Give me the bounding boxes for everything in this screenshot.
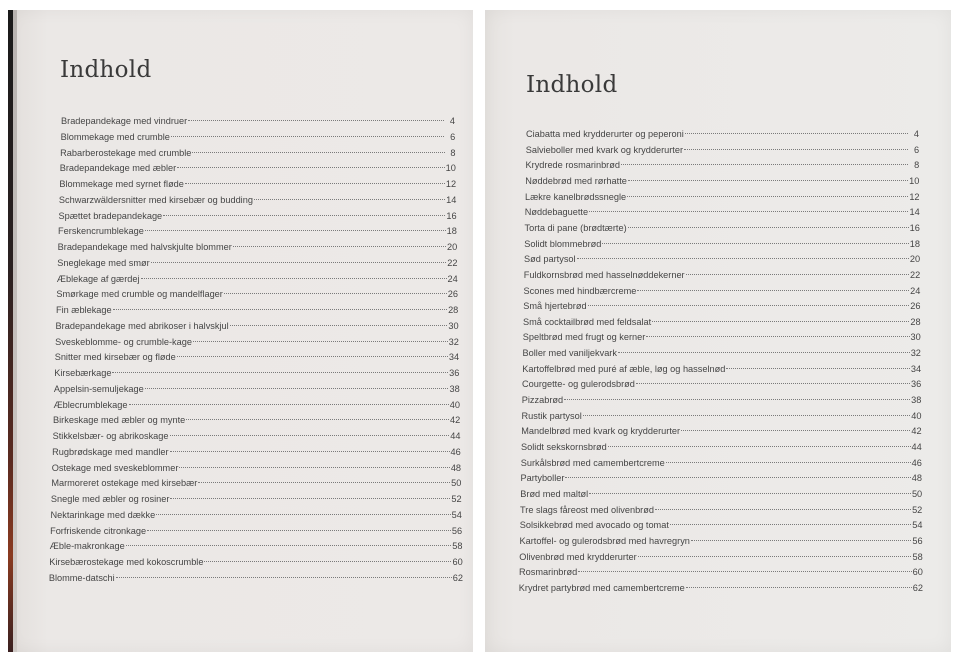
toc-entry-page-number: 48	[450, 462, 462, 473]
toc-entry-page-number: 16	[446, 210, 457, 221]
toc-entry-page-number: 18	[446, 226, 457, 237]
dot-leader	[564, 399, 910, 400]
toc-entry	[521, 424, 921, 438]
page-gutter	[13, 10, 17, 652]
dot-leader	[171, 136, 444, 137]
toc-entry	[524, 268, 920, 282]
toc-entry	[523, 330, 921, 344]
toc-entry	[56, 303, 458, 317]
toc-entry	[522, 362, 921, 376]
toc-entry-title: Forfriskende citronkage	[50, 525, 147, 536]
dot-leader	[666, 462, 911, 463]
toc-entry-page-number: 44	[450, 431, 461, 441]
toc-entry-title: Fuldkornsbrød med hasselnøddekerner	[523, 269, 685, 280]
dot-leader	[577, 258, 909, 259]
toc-entry-title: Pizzabrød	[521, 395, 564, 406]
dot-leader	[589, 493, 911, 494]
dot-leader	[129, 404, 449, 405]
toc-entry-page-number: 60	[912, 567, 923, 578]
toc-entry-page-number: 8	[914, 160, 920, 171]
dot-leader	[145, 388, 449, 389]
toc-entry-page-number: 12	[909, 191, 920, 202]
toc-entry-page-number: 22	[447, 257, 458, 268]
toc-entry-page-number: 40	[911, 410, 922, 421]
toc-entry-title: Solidt blommebrød	[524, 238, 602, 249]
toc-entry-page-number: 24	[447, 273, 458, 284]
dot-leader	[193, 341, 448, 342]
dot-leader	[628, 227, 909, 228]
dot-leader	[126, 545, 451, 546]
dot-leader	[655, 509, 911, 510]
toc-entry	[521, 440, 922, 454]
toc-entry-title: Bradepandekage med abrikoser i halvskjul	[55, 320, 229, 331]
toc-entry-page-number: 44	[911, 442, 922, 452]
dot-leader	[170, 435, 450, 436]
dot-leader	[141, 278, 447, 279]
dot-leader	[204, 561, 451, 562]
toc-entry-title: Tre slags fåreost med olivenbrød	[520, 504, 654, 515]
toc-entry-page-number: 38	[449, 383, 460, 394]
toc-entry-title: Kartoffel- og gulerodsbrød med havregryn	[519, 535, 690, 546]
dot-leader	[588, 305, 910, 306]
toc-entry-title: Stikkelsbær- og abrikoskage	[52, 431, 169, 441]
toc-entry-title: Spættet bradepandekage	[58, 210, 163, 221]
dot-leader	[628, 180, 908, 181]
dot-leader	[185, 183, 445, 184]
toc-entry-title: Ostekage med sveskeblommer	[51, 462, 179, 473]
toc-entry	[56, 287, 458, 301]
dot-leader	[565, 477, 910, 478]
toc-entry	[58, 209, 456, 223]
toc-entry-title: Appelsin-semuljekage	[53, 383, 144, 394]
dot-leader	[230, 325, 448, 326]
dot-leader	[145, 230, 446, 231]
toc-entry-title: Sød partysol	[524, 254, 576, 265]
toc-entry	[51, 508, 462, 522]
dot-leader	[147, 530, 451, 531]
dot-leader	[170, 451, 450, 452]
toc-entry-title: Scones med hindbærcreme	[523, 285, 637, 296]
dot-leader	[156, 514, 450, 515]
toc-entry-title: Brød med maltøl	[520, 488, 589, 499]
toc-entry-title: Salvieboller med kvark og krydderurter	[525, 144, 684, 155]
toc-entry	[523, 315, 921, 329]
toc-entry-page-number: 54	[451, 509, 462, 520]
toc-entry-page-number: 12	[445, 179, 457, 189]
toc-entry	[523, 346, 921, 360]
toc-entry-title: Æblecrumblekage	[53, 399, 128, 410]
toc-entry	[520, 534, 923, 548]
toc-entry-page-number: 58	[452, 541, 463, 552]
dot-leader	[179, 467, 449, 468]
toc-entry-page-number: 4	[449, 116, 455, 126]
toc-entry	[53, 398, 460, 412]
toc-entry	[61, 114, 455, 128]
dot-leader	[726, 368, 909, 369]
toc-entry	[524, 252, 920, 266]
toc-entry-title: Snegle med æbler og rosiner	[50, 494, 170, 504]
toc-entry-page-number: 32	[910, 348, 921, 359]
toc-entry	[51, 476, 461, 490]
dot-leader	[224, 293, 447, 294]
dot-leader	[646, 336, 909, 337]
dot-leader	[691, 540, 911, 541]
toc-entry-title: Olivenbrød med krydderurter	[519, 551, 637, 562]
toc-entry-page-number: 36	[449, 368, 460, 378]
dot-leader	[686, 274, 909, 275]
dot-leader	[621, 164, 908, 165]
dot-leader	[112, 372, 448, 373]
toc-entry-title: Sveskeblomme- og crumble-kage	[55, 336, 192, 347]
toc-entry-title: Marmoreret ostekage med kirsebær	[51, 478, 198, 489]
toc-entry	[49, 555, 462, 569]
toc-entry-page-number: 56	[912, 535, 923, 546]
toc-entry-page-number: 56	[451, 525, 463, 536]
toc-entry-title: Rosmarinbrød	[519, 567, 578, 578]
toc-entry	[60, 146, 455, 160]
toc-entry-title: Krydret partybrød med camembertcreme	[518, 582, 685, 593]
toc-entry-title: Surkålsbrød med camembertcreme	[520, 457, 665, 468]
toc-entry-title: Krydrede rosmarinbrød	[525, 160, 620, 171]
toc-entry-page-number: 62	[452, 572, 463, 583]
toc-entry-title: Courgette- og gulerodsbrød	[522, 379, 635, 390]
dot-leader	[627, 196, 908, 197]
toc-entry	[55, 350, 459, 364]
toc-entry-title: Bradepandekage med halvskjulte blommer	[57, 242, 232, 252]
toc-entry-title: Mandelbrød med kvark og krydderurter	[521, 426, 681, 437]
toc-entry-title: Ferskencrumblekage	[58, 226, 144, 237]
dot-leader	[637, 290, 909, 291]
toc-entry	[523, 299, 920, 313]
toc-entry-title: Nøddebrød med rørhatte	[525, 175, 627, 186]
toc-entry-title: Små hjertebrød	[523, 301, 587, 312]
dot-leader	[186, 419, 449, 420]
toc-entry	[522, 409, 922, 423]
toc-entry-page-number: 38	[911, 395, 922, 406]
toc-entry-title: Kirsebærkage	[54, 368, 112, 378]
dot-leader	[636, 383, 910, 384]
dot-leader	[685, 133, 908, 134]
toc-entry-page-number: 18	[909, 238, 920, 249]
dot-leader	[602, 243, 908, 244]
toc-entry-page-number: 52	[451, 494, 462, 504]
toc-entry-page-number: 10	[909, 175, 920, 186]
toc-entry-page-number: 50	[451, 478, 462, 489]
toc-entry-title: Solidt sekskornsbrød	[521, 442, 607, 452]
toc-entry-page-number: 32	[448, 336, 459, 347]
toc-entry-title: Rugbrødskage med mandler	[52, 446, 169, 457]
toc-entry-page-number: 34	[910, 363, 922, 374]
toc-entry-page-number: 22	[910, 269, 921, 280]
toc-entry	[61, 130, 456, 144]
toc-entry-page-number: 28	[448, 305, 459, 315]
dot-leader	[589, 211, 908, 212]
dot-leader	[578, 571, 911, 572]
toc-entry	[519, 550, 922, 564]
toc-entry-title: Partyboller	[520, 473, 565, 484]
toc-entry-title: Torta di pane (brødtærte)	[524, 222, 627, 233]
toc-entry	[521, 471, 923, 485]
toc-entry-title: Boller med vaniljekvark	[522, 348, 617, 359]
toc-entry-page-number: 26	[910, 301, 921, 312]
toc-entry	[53, 429, 461, 443]
toc-entry-title: Lækre kanelbrødssnegle	[525, 191, 627, 202]
toc-entry	[522, 377, 921, 391]
toc-entry-page-number: 28	[910, 316, 921, 327]
toc-entry-title: Fin æblekage	[55, 305, 112, 315]
toc-entry	[525, 221, 920, 235]
toc-entry-page-number: 60	[452, 557, 463, 567]
toc-entry	[526, 143, 919, 157]
toc-entry-page-number: 10	[445, 163, 456, 174]
page-title: Indhold	[60, 57, 152, 83]
toc-entry	[59, 193, 456, 207]
toc-entry-page-number: 14	[909, 207, 920, 218]
toc-entry	[56, 319, 459, 333]
toc-entry-title: Snitter med kirsebær og fløde	[54, 352, 176, 363]
toc-entry-page-number: 52	[912, 504, 923, 515]
toc-entry-page-number: 4	[913, 129, 919, 139]
toc-entry	[54, 366, 459, 380]
toc-entry	[53, 413, 460, 427]
dot-leader	[192, 152, 444, 153]
toc-entry-title: Kirsebærostekage med kokoscrumble	[49, 557, 204, 567]
right-page	[485, 10, 951, 652]
dot-leader	[652, 321, 909, 322]
toc-entry-title: Speltbrød med frugt og kerner	[522, 332, 646, 343]
toc-entry	[520, 518, 923, 532]
dot-leader	[233, 246, 446, 247]
toc-entry-page-number: 20	[909, 254, 921, 265]
toc-entry-title: Solsikkebrød med avocado og tomat	[519, 520, 669, 531]
toc-entry-page-number: 30	[448, 320, 459, 331]
toc-entry-title: Kartoffelbrød med puré af æble, løg og hasselnød	[522, 363, 726, 374]
toc-entry-title: Bradepandekage med vindruer	[61, 116, 188, 126]
dot-leader	[670, 524, 911, 525]
toc-entry-title: Sneglekage med smør	[57, 257, 150, 268]
toc-entry	[57, 272, 458, 286]
toc-entry-page-number: 20	[446, 242, 458, 252]
dot-leader	[618, 352, 910, 353]
toc-entry-title: Nektarinkage med dække	[50, 509, 156, 520]
dot-leader	[254, 199, 445, 200]
toc-entry-title: Æble-makronkage	[49, 541, 125, 552]
toc-entry-page-number: 42	[450, 415, 461, 426]
toc-entry	[524, 284, 921, 298]
dot-leader	[177, 167, 444, 168]
toc-entry	[50, 524, 462, 538]
toc-entry	[50, 539, 463, 553]
dot-leader	[608, 446, 911, 447]
toc-entry-title: Ciabatta med krydderurter og peperoni	[526, 129, 684, 139]
toc-entry	[519, 581, 923, 595]
toc-entry-page-number: 24	[910, 285, 921, 296]
dot-leader	[116, 577, 452, 578]
dot-leader	[684, 149, 908, 150]
toc-entry-page-number: 16	[909, 222, 920, 233]
toc-entry-title: Blomme-datschi	[48, 572, 115, 583]
toc-entry-title: Schwarzwäldersnitter med kirsebær og budding	[58, 194, 253, 205]
toc-entry-page-number: 36	[910, 379, 922, 390]
dot-leader	[188, 120, 444, 121]
dot-leader	[177, 356, 448, 357]
toc-entry-page-number: 42	[911, 426, 922, 437]
toc-entry-page-number: 54	[912, 520, 923, 531]
toc-entry-page-number: 46	[450, 446, 461, 457]
toc-entry	[519, 565, 923, 579]
toc-entry	[525, 174, 919, 188]
dot-leader	[113, 309, 447, 310]
toc-entry-title: Æblekage af gærdej	[56, 273, 140, 284]
dot-leader	[681, 430, 910, 431]
toc-entry	[526, 158, 920, 172]
toc-entry	[524, 237, 920, 251]
toc-entry-title: Rustik partysol	[521, 410, 582, 421]
toc-entry-page-number: 40	[449, 399, 460, 410]
toc-entry	[525, 190, 920, 204]
toc-entry	[525, 205, 920, 219]
toc-entry-title: Birkeskage med æbler og mynte	[53, 415, 186, 426]
toc-entry	[52, 445, 461, 459]
toc-entry	[57, 256, 457, 270]
toc-entry	[60, 161, 456, 175]
toc-entry	[521, 456, 922, 470]
left-page	[8, 10, 473, 652]
toc-entry-page-number: 62	[912, 582, 923, 593]
toc-entry-title: Rabarberostekage med crumble	[60, 147, 192, 158]
toc-entry-title: Blommekage med crumble	[60, 131, 170, 142]
toc-entry-page-number: 50	[911, 488, 923, 499]
toc-entry-page-number: 46	[911, 457, 922, 468]
toc-entry	[55, 335, 459, 349]
dot-leader	[583, 415, 910, 416]
toc-entry	[522, 393, 922, 407]
toc-entry	[520, 487, 922, 501]
toc-entry-title: Små cocktailbrød med feldsalat	[523, 316, 652, 327]
toc-entry	[526, 127, 919, 141]
dot-leader	[198, 482, 450, 483]
toc-entry-page-number: 6	[914, 144, 920, 155]
toc-entry-title: Smørkage med crumble og mandelflager	[56, 289, 223, 300]
toc-entry-page-number: 58	[912, 551, 923, 562]
toc-entry-page-number: 14	[446, 194, 457, 205]
toc-entry	[59, 177, 456, 191]
toc-entry	[54, 382, 460, 396]
dot-leader	[151, 262, 447, 263]
dot-leader	[170, 498, 450, 499]
toc-entry-page-number: 30	[910, 332, 921, 343]
toc-entry	[51, 492, 462, 506]
dot-leader	[638, 556, 912, 557]
toc-entry-page-number: 6	[450, 131, 456, 142]
page-title: Indhold	[526, 72, 618, 98]
toc-entry-page-number: 34	[448, 352, 460, 363]
toc-entry-page-number: 26	[447, 289, 459, 300]
toc-entry	[49, 571, 463, 585]
toc-entry	[58, 224, 457, 238]
toc-entry	[520, 503, 922, 517]
dot-leader	[163, 215, 445, 216]
dot-leader	[686, 587, 912, 588]
toc-entry-title: Bradepandekage med æbler	[59, 163, 177, 174]
toc-entry	[58, 240, 458, 254]
toc-entry-page-number: 48	[911, 473, 923, 484]
toc-entry-page-number: 8	[450, 147, 456, 158]
toc-entry-title: Nøddebaguette	[524, 207, 589, 218]
toc-entry-title: Blommekage med syrnet fløde	[59, 179, 184, 189]
toc-entry	[52, 461, 461, 475]
